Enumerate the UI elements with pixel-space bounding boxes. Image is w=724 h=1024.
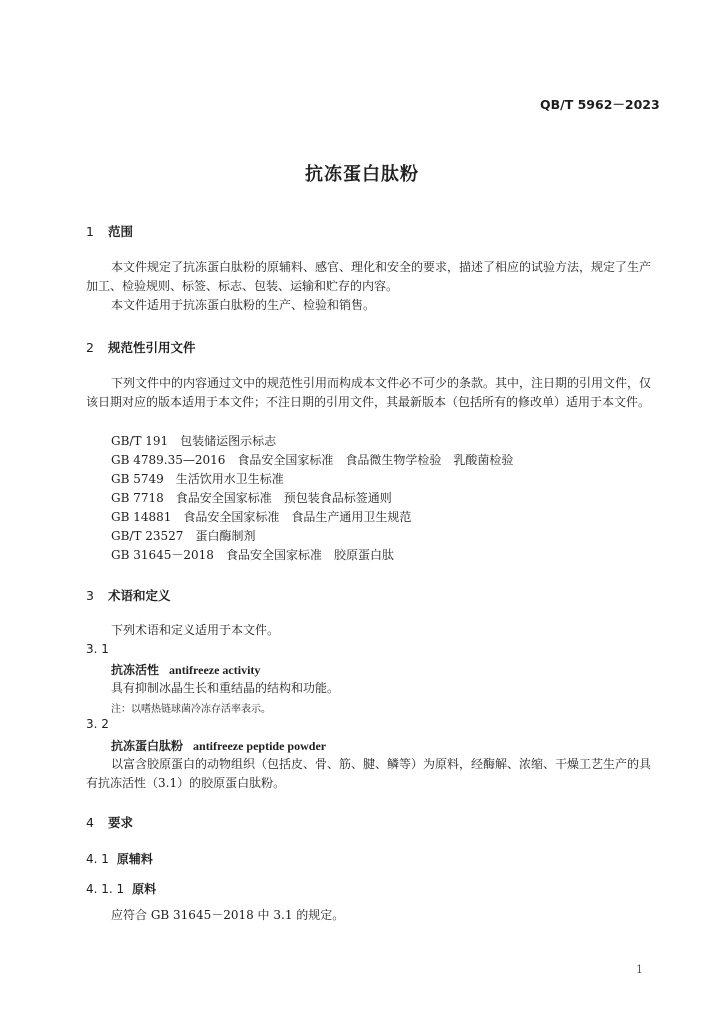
section-1-heading — [86, 222, 133, 240]
term-title: 抗冻蛋白肽粉 antifreeze peptide powder — [111, 739, 327, 753]
reference-item: GB 7718 食品安全国家标准 预包装食品标签通则 — [111, 491, 392, 505]
subsection-4-1-heading: 4. 1 原辅料 — [86, 852, 153, 866]
reference-item: GB 31645－2018 食品安全国家标准 胶原蛋白肽 — [111, 548, 394, 562]
reference-item: GB/T 191 包装储运图示标志 — [111, 434, 277, 448]
section-number: 1 — [86, 224, 94, 239]
section-number: 3 — [86, 588, 94, 603]
reference-item: GB 5749 生活饮用水卫生标准 — [111, 472, 284, 486]
term-title: 抗冻活性 antifreeze activity — [111, 663, 261, 677]
standard-code: QB/T 5962－2023 — [540, 97, 660, 112]
term-note: 注：以嗜热链球菌冷冻存活率表示。 — [111, 704, 271, 715]
section-2-heading — [86, 338, 196, 356]
term-definition: 以富含胶原蛋白的动物组织（包括皮、骨、筋、腱、鳞等）为原料，经酶解、浓缩、干燥工艺生产的具有抗冻活性（3.1）的胶原蛋白肽粉。 — [86, 757, 652, 790]
page-title: 抗冻蛋白肽粉 — [305, 164, 419, 185]
scope-paragraph-2: 本文件适用于抗冻蛋白肽粉的生产、检验和销售。 — [111, 298, 376, 312]
section-number: 2 — [86, 340, 94, 355]
terms-intro: 下列术语和定义适用于本文件。 — [111, 623, 280, 637]
subsection-4-1-1-heading: 4. 1. 1 原料 — [86, 882, 157, 896]
section-3-heading — [86, 586, 171, 604]
section-title: 范围 — [108, 224, 134, 239]
reference-item: GB 4789.35—2016 食品安全国家标准 食品微生物学检验 乳酸菌检验 — [111, 453, 514, 467]
term-number: 3. 1 — [86, 642, 109, 656]
reference-item: GB 14881 食品安全国家标准 食品生产通用卫生规范 — [111, 510, 412, 524]
raw-material-requirement: 应符合 GB 31645－2018 中 3.1 的规定。 — [111, 908, 345, 922]
section-4-heading — [86, 813, 133, 831]
term-number: 3. 2 — [86, 717, 109, 731]
reference-item: GB/T 23527 蛋白酶制剂 — [111, 529, 256, 543]
normative-references-paragraph: 下列文件中的内容通过文中的规范性引用而构成本文件必不可少的条款。其中，注日期的引用文件，仅该日期对应的版本适用于本文件；不注日期的引用文件，其最新版本（包括所有的修改单）适用于本文件。 — [86, 376, 652, 409]
scope-paragraph-1: 本文件规定了抗冻蛋白肽粉的原辅料、感官、理化和安全的要求，描述了相应的试验方法，规定了生产加工、检验规则、标签、标志、包装、运输和贮存的内容。 — [86, 260, 652, 293]
section-number: 4 — [86, 815, 94, 830]
section-title: 规范性引用文件 — [108, 340, 196, 355]
section-title: 术语和定义 — [108, 588, 171, 603]
page-number: 1 — [636, 963, 643, 976]
term-definition: 具有抑制冰晶生长和重结晶的结构和功能。 — [111, 681, 340, 695]
section-title: 要求 — [108, 815, 134, 830]
